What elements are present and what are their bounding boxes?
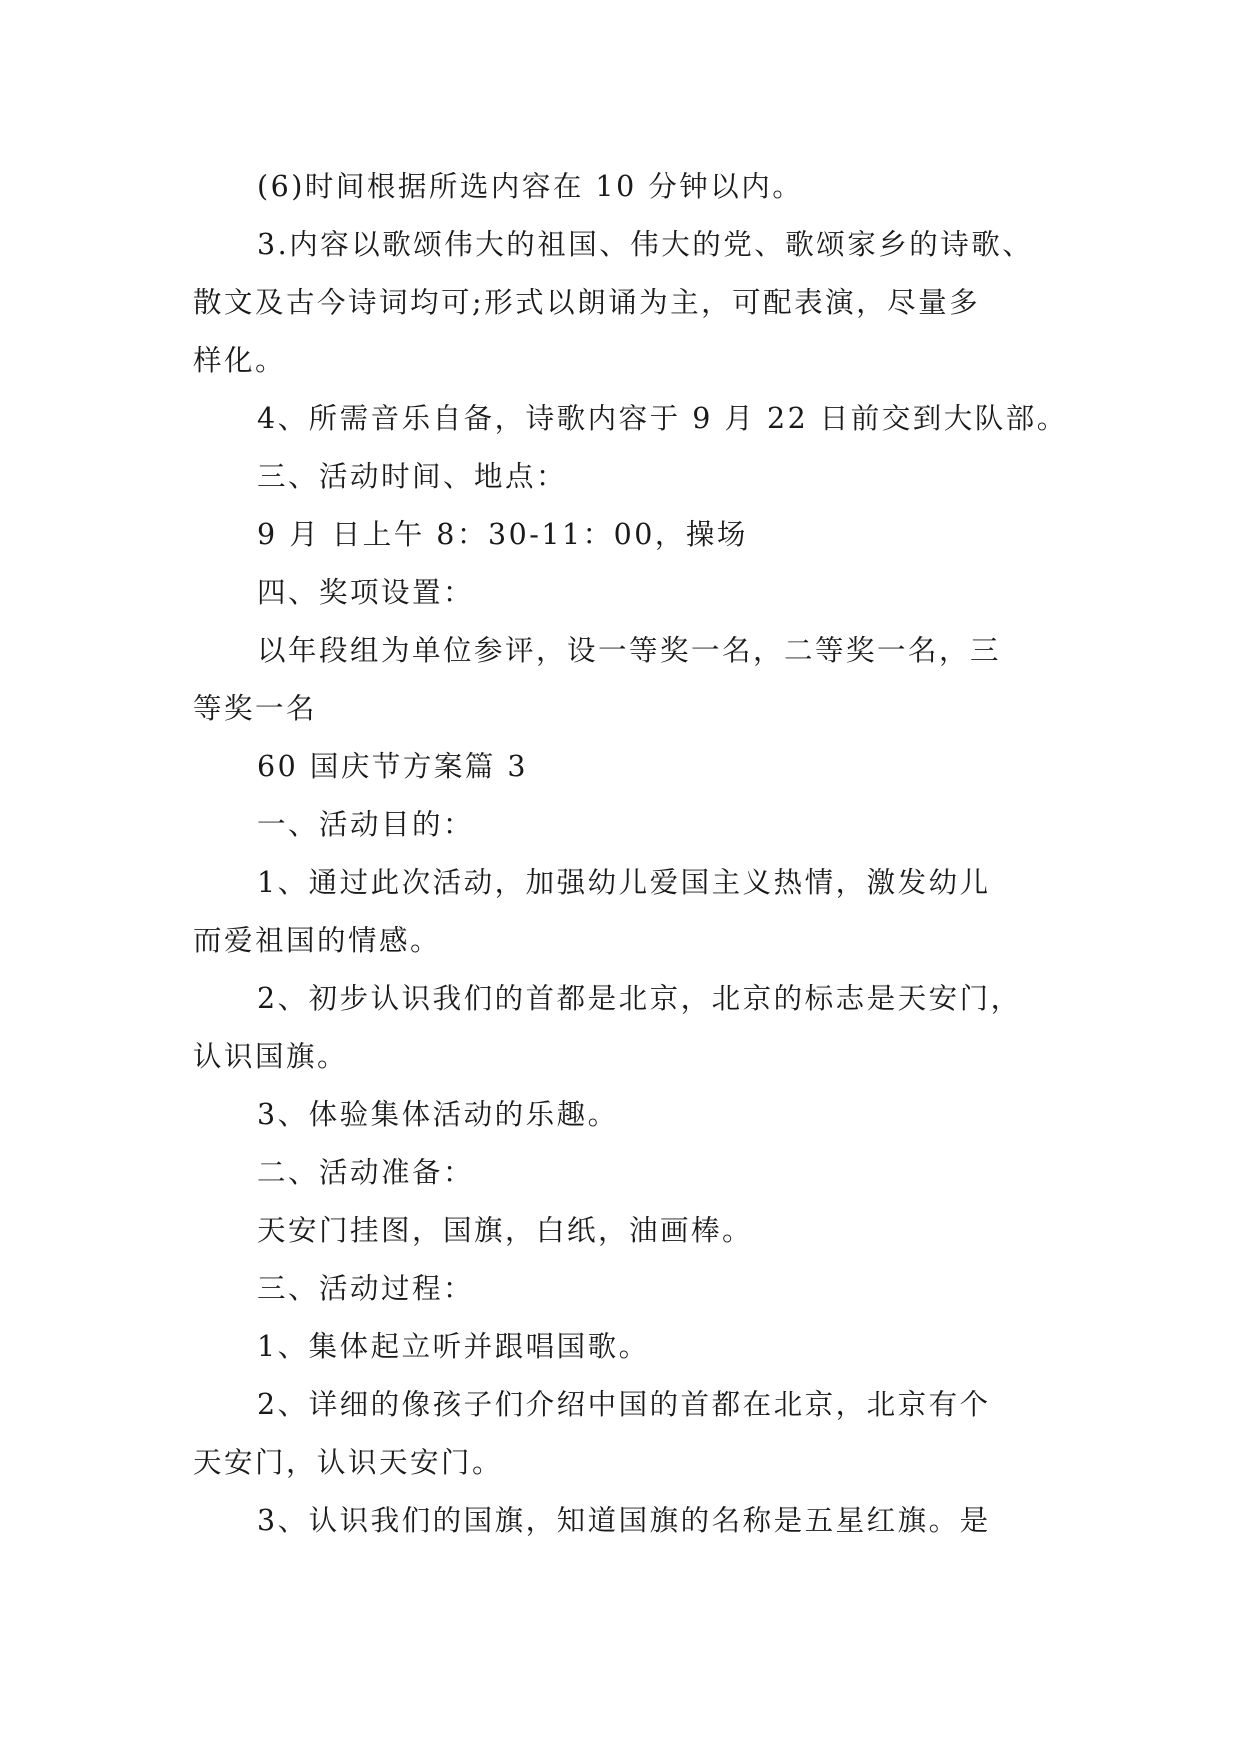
section-heading: 二、活动准备： [257, 1156, 475, 1189]
paragraph-line: (6)时间根据所选内容在 10 分钟以内。 [257, 170, 804, 203]
paragraph-line: 天安门挂图，国旗，白纸，油画棒。 [257, 1214, 754, 1247]
section-heading: 三、活动时间、地点： [257, 460, 568, 493]
paragraph-line: 天安门，认识天安门。 [193, 1446, 504, 1479]
paragraph-line: 样化。 [193, 344, 287, 377]
paragraph-line: 以年段组为单位参评，设一等奖一名，二等奖一名，三 [257, 634, 1002, 667]
paragraph-line: 9 月 日上午 8：30-11：00，操场 [257, 518, 748, 551]
paragraph-line: 认识国旗。 [193, 1040, 349, 1073]
section-heading: 四、奖项设置： [257, 576, 475, 609]
section-heading: 三、活动过程： [257, 1272, 475, 1305]
paragraph-line: 1、通过此次活动，加强幼儿爱国主义热情，激发幼儿 [257, 866, 991, 899]
paragraph-line: 散文及古今诗词均可;形式以朗诵为主，可配表演，尽量多 [193, 286, 981, 319]
paragraph-line: 4、所需音乐自备，诗歌内容于 9 月 22 日前交到大队部。 [257, 402, 1068, 435]
document-body [193, 158, 1068, 1550]
paragraph-line: 2、初步认识我们的首都是北京，北京的标志是天安门， [257, 982, 1022, 1015]
paragraph-line: 2、详细的像孩子们介绍中国的首都在北京，北京有个 [257, 1388, 991, 1421]
paragraph-line: 1、集体起立听并跟唱国歌。 [257, 1330, 650, 1363]
paragraph-line: 而爱祖国的情感。 [193, 924, 442, 957]
document-section-title: 60 国庆节方案篇 3 [257, 750, 529, 783]
paragraph-line: 等奖一名 [193, 692, 318, 725]
section-heading: 一、活动目的： [257, 808, 475, 841]
paragraph-line: 3、体验集体活动的乐趣。 [257, 1098, 619, 1131]
paragraph-line: 3、认识我们的国旗，知道国旗的名称是五星红旗。是 [257, 1504, 991, 1537]
paragraph-line: 3.内容以歌颂伟大的祖国、伟大的党、歌颂家乡的诗歌、 [257, 228, 1034, 261]
